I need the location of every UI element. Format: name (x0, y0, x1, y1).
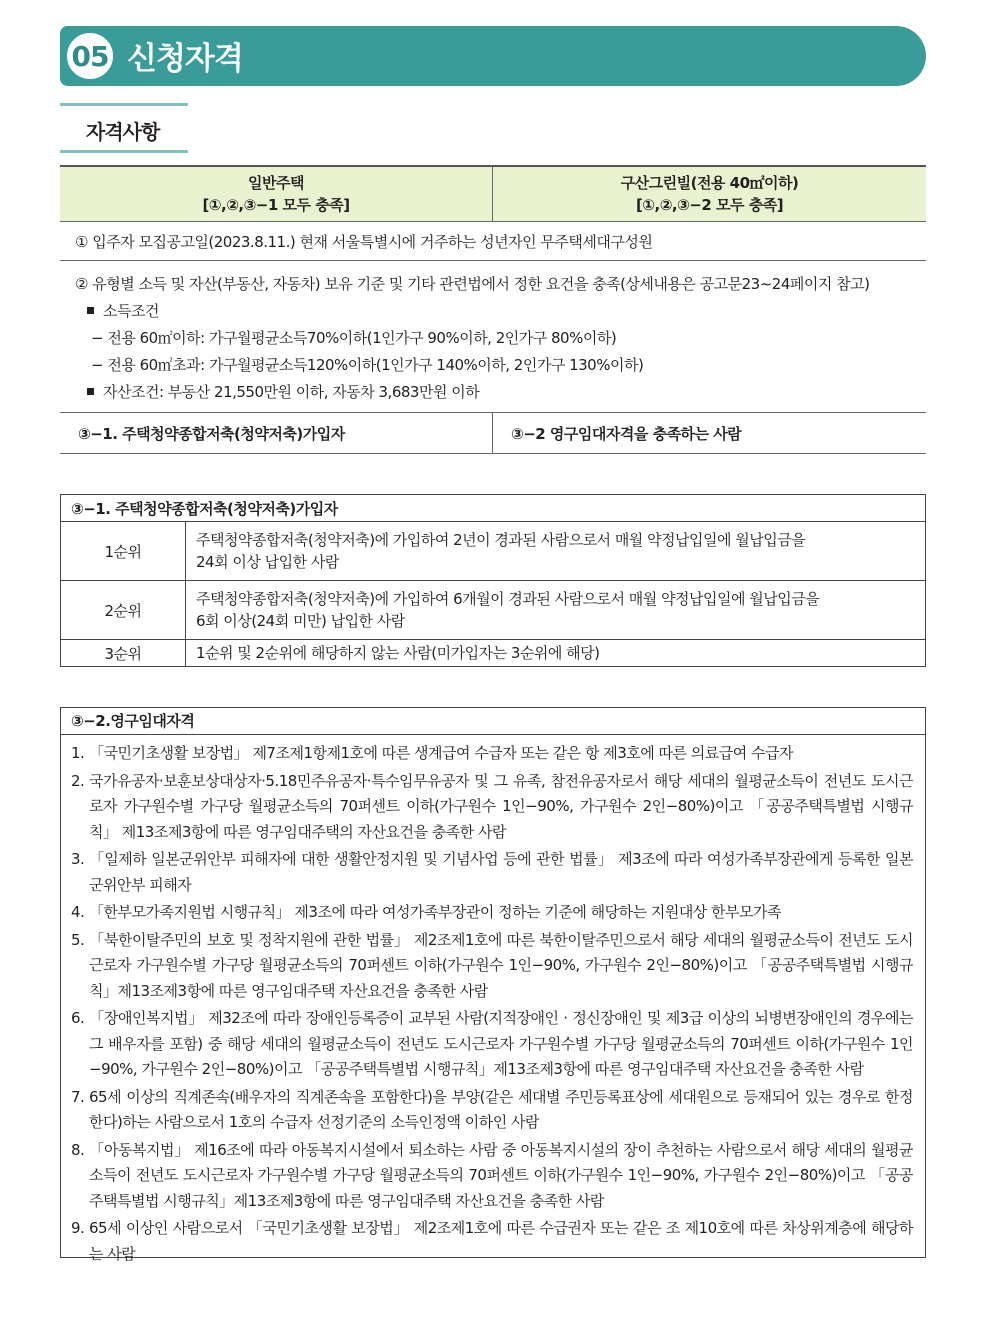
square-bullet-icon (87, 307, 94, 314)
eligibility-summary-table (60, 165, 926, 454)
list-item: 8. 「아동복지법」 제16조에 따라 아동복지시설에서 퇴소하는 사람 중 아동복지시설의 장이 추천하는 사람으로서 해당 세대의 월평균소득이 전년도 도시근로자 가구원수별 가구당 월평균소득의 70퍼센트 이하(가구원수 1인−90%, 가구원수 2인−80%)이고 「공공주택특별법 시행규칙」제13조제3항에 따른 영구임대주택 자산요건을 충족한 사람 (71, 1140, 913, 1210)
rank-1: 1순위 (61, 522, 186, 581)
income-condition-label: 소득조건 (75, 298, 926, 325)
rank-3: 3순위 (61, 640, 186, 667)
requirement-3-2-label: ③−2 영구임대자격을 충족하는 사람 (493, 413, 927, 454)
header-left-line2: [①,②,③−1 모두 충족] (202, 196, 350, 214)
requirement-3-1-label: ③−1. 주택청약종합저축(청약저축)가입자 (60, 413, 493, 454)
rank-3-description: 1순위 및 2순위에 해당하지 않는 사람(미가입자는 3순위에 해당) (186, 640, 926, 667)
rank-1-description: 주택청약종합저축(청약저축)에 가입하여 2년이 경과된 사람으로서 매월 약정납입일에 월납입금을 24회 이상 납입한 사람 (186, 522, 926, 581)
requirement-2 (60, 261, 926, 413)
header-right-line2: [①,②,③−2 모두 충족] (635, 196, 784, 214)
rank-2-description: 주택청약종합저축(청약저축)에 가입하여 6개월이 경과된 사람으로서 매월 약정납입일에 월납입금을 6회 이상(24회 미만) 납입한 사람 (186, 581, 926, 640)
income-condition-2: − 전용 60㎡초과: 가구월평균소득120%이하(1인가구 140%이하, 2인가구 130%이하) (91, 356, 644, 374)
permanent-rental-caption: ③−2.영구임대자격 (61, 708, 925, 735)
subtitle-bottom-rule (60, 150, 188, 153)
list-item: 4. 「한부모가족지원법 시행규칙」 제3조에 따라 여성가족부장관이 정하는 기준에 해당하는 지원대상 한부모가족 (71, 903, 782, 921)
square-bullet-icon (87, 388, 94, 395)
list-item: 9. 65세 이상인 사람으로서 「국민기초생활 보장법」 제2조제1호에 따른 수급권자 또는 같은 조 제10호에 따른 차상위계층에 해당하는 사람 (71, 1219, 913, 1263)
list-item: 5. 「북한이탈주민의 보호 및 정착지원에 관한 법률」 제2조제1호에 따른 북한이탈주민으로서 해당 세대의 월평균소득이 전년도 도시근로자 가구원수별 가구당 월평균소득의 70퍼센트 이하(가구원수 1인−90%, 가구원수 2인−80%)이고 「공공주택특별법 시행규칙」제13조제3항에 따른 영구임대주택 자산요건을 충족한 사람 (71, 930, 913, 1000)
asset-condition: 자산조건: 부동산 21,550만원 이하, 자동차 3,683만원 이하 (75, 379, 926, 406)
rank-table-caption: ③−1. 주택청약종합저축(청약저축)가입자 (61, 495, 926, 522)
list-item: 7. 65세 이상의 직계존속(배우자의 직계존속을 포함한다)을 부양(같은 세대별 주민등록표상에 세대원으로 등재되어 있는 경우로 한정한다)하는 사람으로서 1호의 수급자 선정기준의 소득인정액 이하인 사람 (71, 1087, 913, 1131)
section-number-badge: 05 (65, 31, 115, 81)
list-item: 1. 「국민기초생활 보장법」 제7조제1항제1호에 따른 생계급여 수급자 또는 같은 항 제3호에 따른 의료급여 수급자 (71, 744, 793, 762)
requirement-1: ① 입주자 모집공고일(2023.8.11.) 현재 서울특별시에 거주하는 성년자인 무주택세대구성원 (60, 222, 926, 261)
list-item: 2. 국가유공자·보훈보상대상자·5.18민주유공자·특수임무유공자 및 그 유족, 참전유공자로서 해당 세대의 월평균소득이 전년도 도시근로자 가구원수별 가구당 월평균소득의 70퍼센트 이하(가구원수 1인−90%, 가구원수 2인−80%)이고 「공공주택특별법 시행규칙」 제13조제3항에 따른 영구임대주택의 자산요건을 충족한 사람 (71, 771, 913, 841)
header-left-line1: 일반주택 (248, 174, 304, 192)
subscription-rank-table (60, 494, 926, 667)
header-general-housing (60, 166, 493, 222)
requirement-2-main: ② 유형별 소득 및 자산(부동산, 자동차) 보유 기준 및 기타 관련법에서 정한 요건을 충족(상세내용은 공고문23∼24페이지 참고) (75, 275, 870, 293)
section-title: 신청자격 (127, 41, 243, 77)
permanent-rental-list (61, 735, 925, 1267)
income-condition-1: − 전용 60㎡이하: 가구월평균소득70%이하(1인가구 90%이하, 2인가구 80%이하) (91, 329, 617, 347)
list-item: 3. 「일제하 일본군위안부 피해자에 대한 생활안정지원 및 기념사업 등에 관한 법률」 제3조에 따라 여성가족부장관에게 등록한 일본군위안부 피해자 (71, 850, 913, 894)
subtitle: 자격사항 (86, 120, 160, 144)
header-gusan-greenvill (493, 166, 927, 222)
list-item: 6. 「장애인복지법」 제32조에 따라 장애인등록증이 교부된 사람(지적장애인 · 정신장애인 및 제3급 이상의 뇌병변장애인의 경우에는 그 배우자를 포함) 중 해당 세대의 월평균소득이 전년도 도시근로자 가구원수별 가구당 월평균소득의 70퍼센트 이하(가구원수 1인−90%, 가구원수 2인−80%)이고 「공공주택특별법 시행규칙」제13조제3항에 따른 영구임대주택 자산요건을 충족한 사람 (71, 1009, 913, 1078)
rank-2: 2순위 (61, 581, 186, 640)
permanent-rental-eligibility-box (60, 707, 926, 1263)
subtitle-top-rule (60, 103, 188, 106)
header-right-line1: 구산그린빌(전용 40㎡이하) (620, 174, 799, 192)
